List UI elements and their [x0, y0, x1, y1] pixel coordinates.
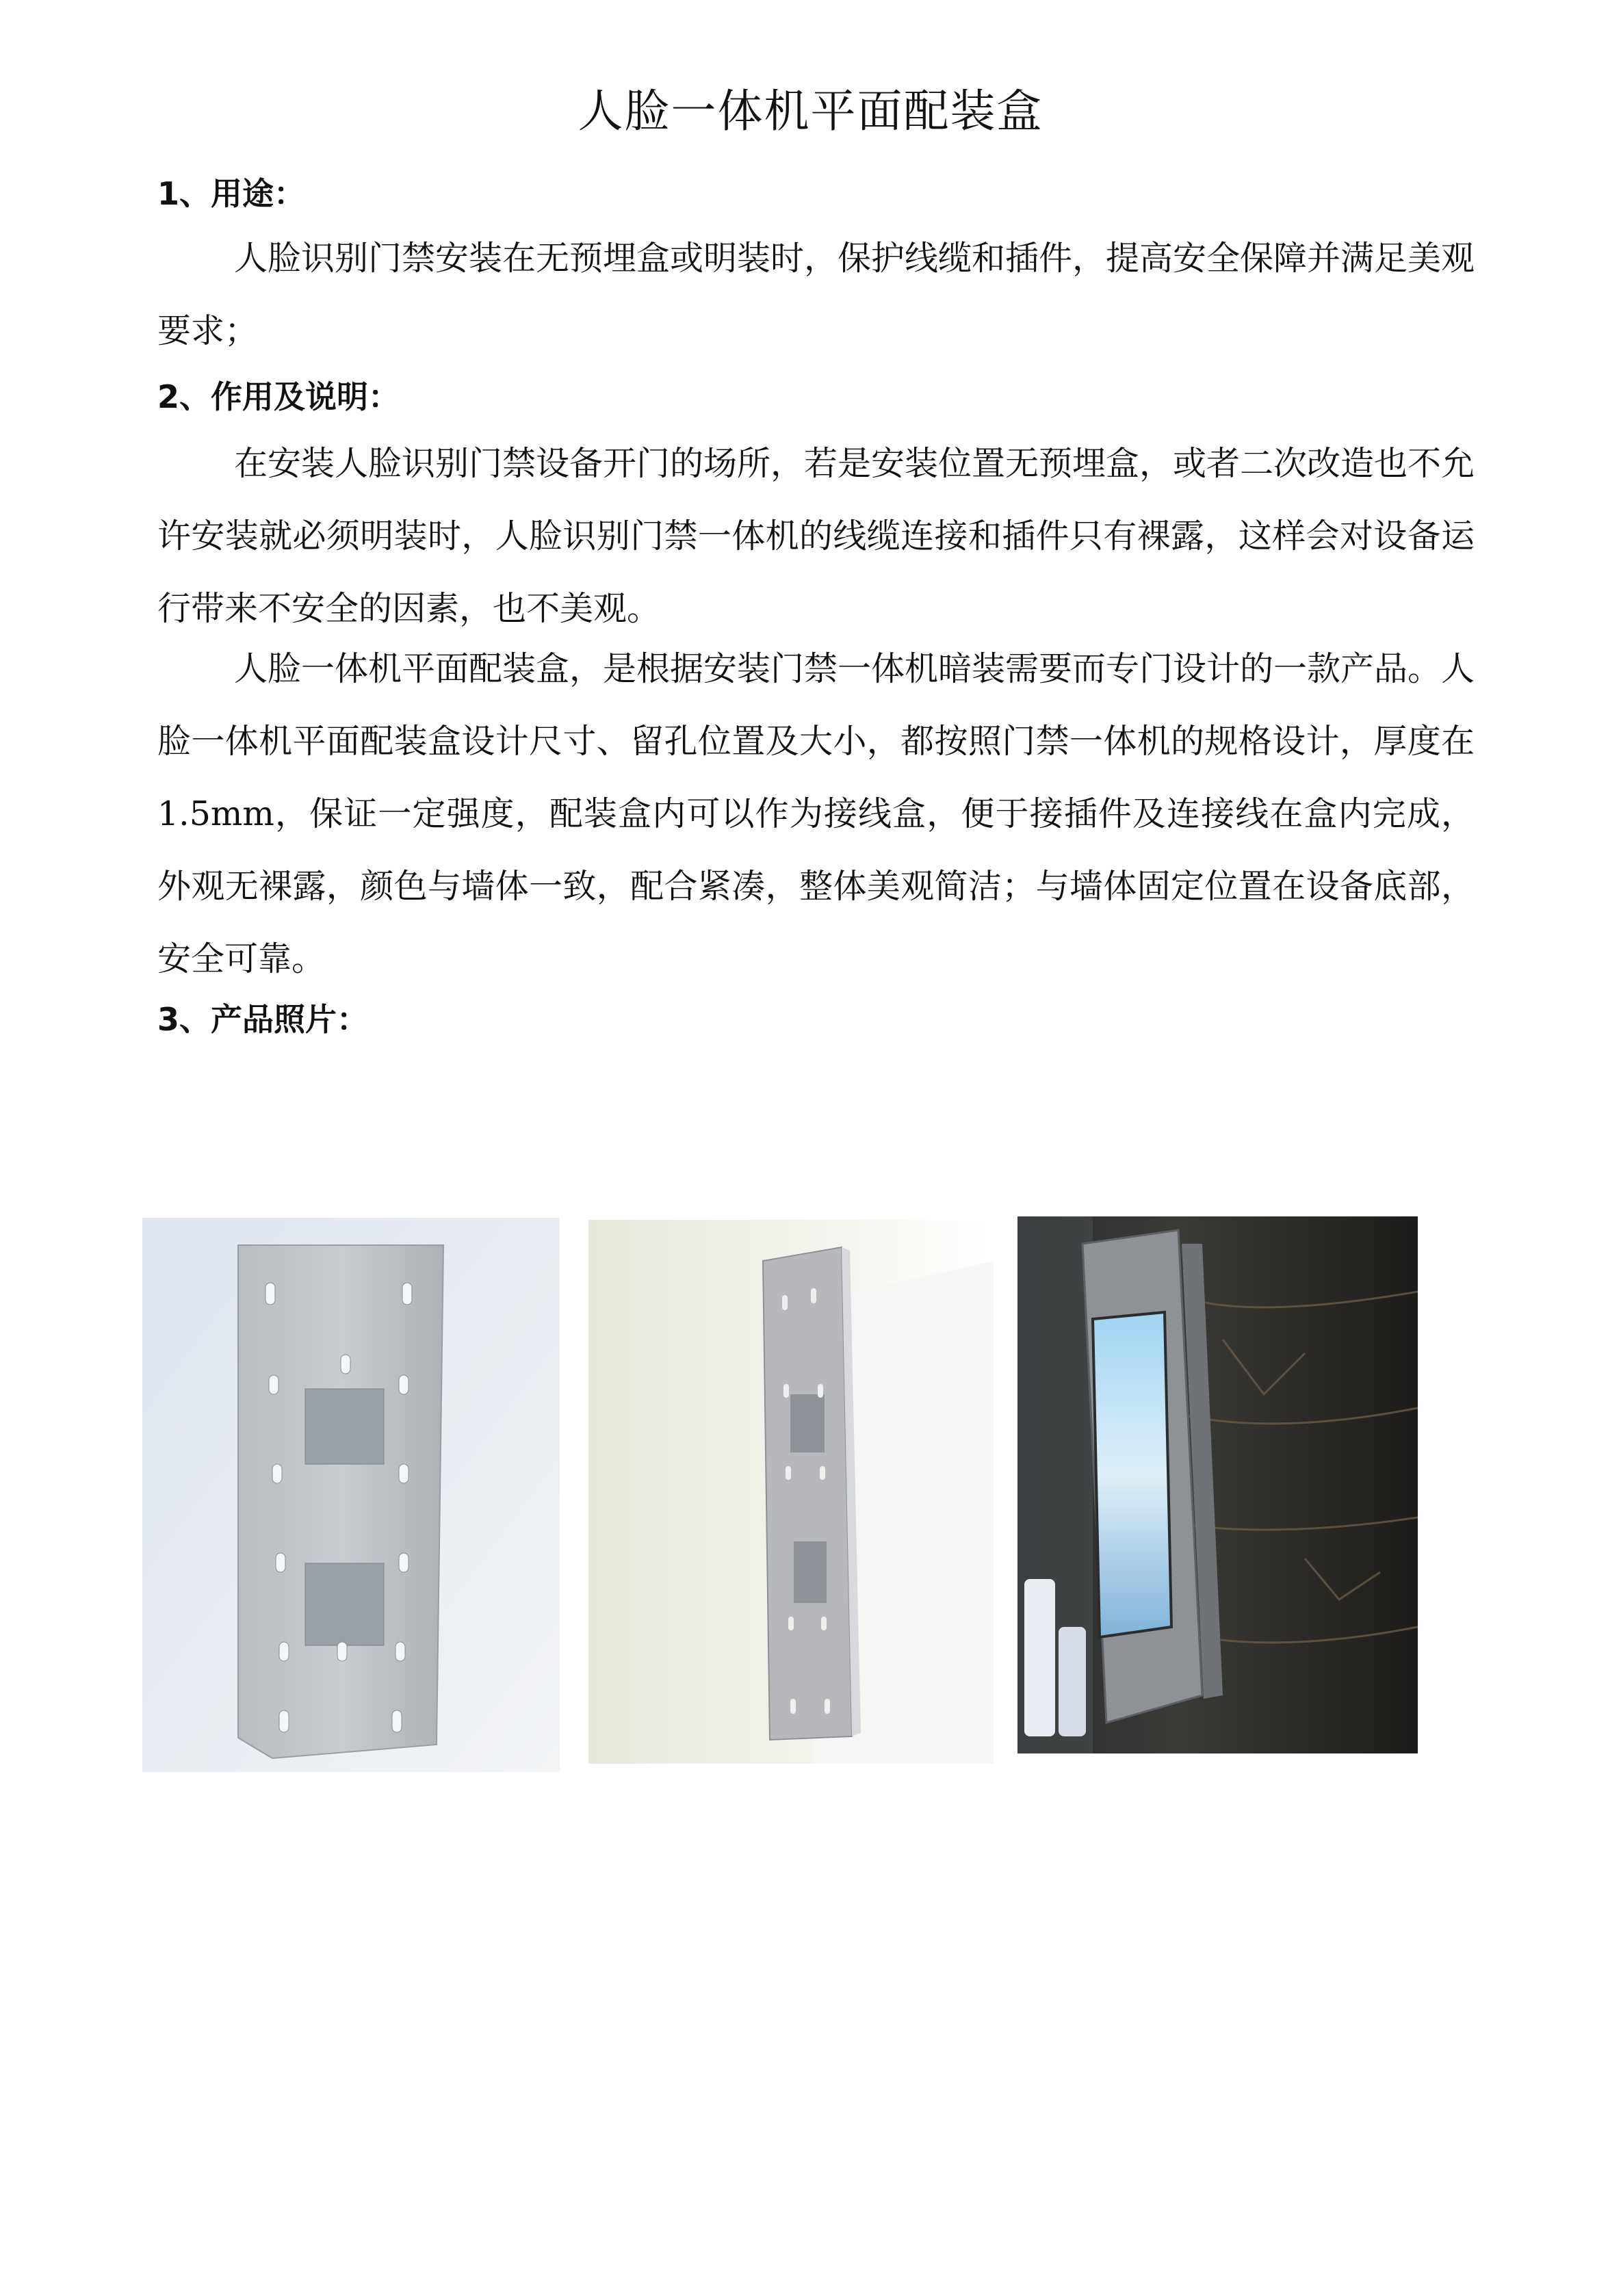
paragraph-usage: 人脸识别门禁安装在无预埋盒或明装时，保护线缆和插件，提高安全保障并满足美观要求；: [157, 239, 1475, 350]
paragraph-function-2: 人脸一体机平面配装盒，是根据安装门禁一体机暗装需要而专门设计的一款产品。人脸一体机平面配装盒设计尺寸、留孔位置及大小，都按照门禁一体机的规格设计，厚度在1.5mm，保证一定强度，配装盒内可以作为接线盒，便于接插件及连接线在盒内完成，外观无裸露，颜色与墙体一致，配合紧凑，整体美观简洁；与墙体固定位置在设备底部，安全可靠。: [157, 649, 1475, 978]
paragraph-function-1: 在安装人脸识别门禁设备开门的场所，若是安装位置无预埋盒，或者二次改造也不允许安装就必须明装时，人脸识别门禁一体机的线缆连接和插件只有裸露，这样会对设备运行带来不安全的因素，也不美观。: [157, 444, 1475, 628]
product-photo-installed: [1017, 1216, 1418, 1753]
page-title: 人脸一体机平面配装盒: [578, 85, 1043, 138]
section-heading-usage: 1、用途：: [157, 175, 306, 212]
product-photo-side: [588, 1220, 994, 1764]
product-photo-front: [142, 1218, 560, 1772]
section-heading-function: 2、作用及说明：: [157, 378, 400, 415]
section-heading-photos: 3、产品照片：: [157, 1001, 369, 1038]
